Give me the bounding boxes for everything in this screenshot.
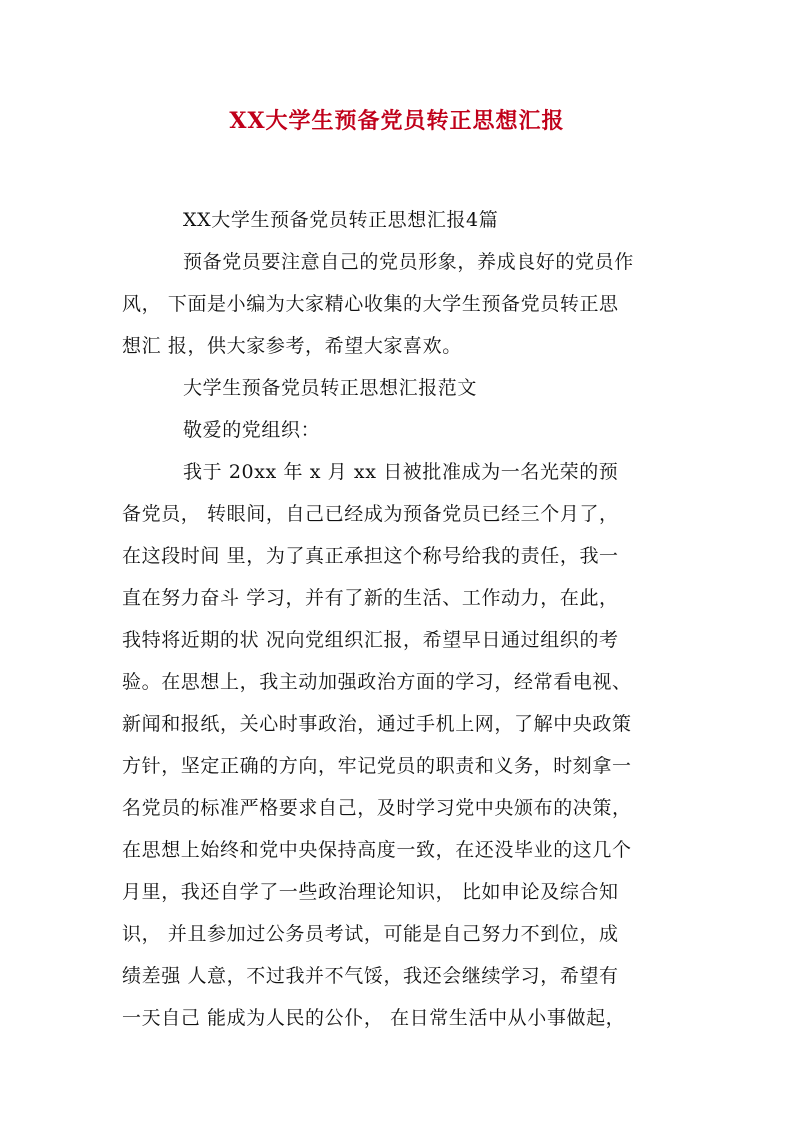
subtitle-line: XX大学生预备党员转正思想汇报4篇 [183,209,499,231]
paragraph-line: 预备党员要注意自己的党员形象，养成良好的党员作 [183,251,634,273]
paragraph-line: 我于 20xx 年 x 月 xx 日被批准成为一名光荣的预 [183,461,619,483]
paragraph-line: 想汇 报，供大家参考，希望大家喜欢。 [122,335,462,357]
paragraph-line: 直在努力奋斗 学习，并有了新的生活、工作动力，在此， [122,587,619,609]
paragraph-line: 新闻和报纸，关心时事政治，通过手机上网，了解中央政策 [122,713,632,735]
paragraph-line: 识， 并且参加过公务员考试，可能是自己努力不到位，成 [122,923,619,945]
paragraph-line: 名党员的标准严格要求自己，及时学习党中央颁布的决策， [122,797,632,819]
paragraph-line: 绩差强 人意，不过我并不气馁，我还会继续学习，希望有 [122,965,619,987]
paragraph-line: 一天自己 能成为人民的公仆， 在日常生活中从小事做起， [122,1007,626,1029]
paragraph-line: 我特将近期的状 况向党组织汇报，希望早日通过组织的考 [122,629,619,651]
paragraph-line: 月里，我还自学了一些政治理论知识， 比如申论及综合知 [122,881,619,903]
paragraph-line: 在思想上始终和党中央保持高度一致，在还没毕业的这几个 [122,839,632,861]
section-heading: 大学生预备党员转正思想汇报范文 [183,377,478,399]
paragraph-line: 备党员， 转眼间，自己已经成为预备党员已经三个月了， [122,503,619,525]
paragraph-line: 验。在思想上，我主动加强政治方面的学习，经常看电视、 [122,671,632,693]
paragraph-line: 在这段时间 里，为了真正承担这个称号给我的责任，我一 [122,545,619,567]
salutation: 敬爱的党组织： [183,419,321,441]
paragraph-line: 方针，坚定正确的方向，牢记党员的职责和义务，时刻拿一 [122,755,632,777]
document-title: XX大学生预备党员转正思想汇报 [229,108,565,134]
paragraph-line: 风， 下面是小编为大家精心收集的大学生预备党员转正思 [122,293,619,315]
